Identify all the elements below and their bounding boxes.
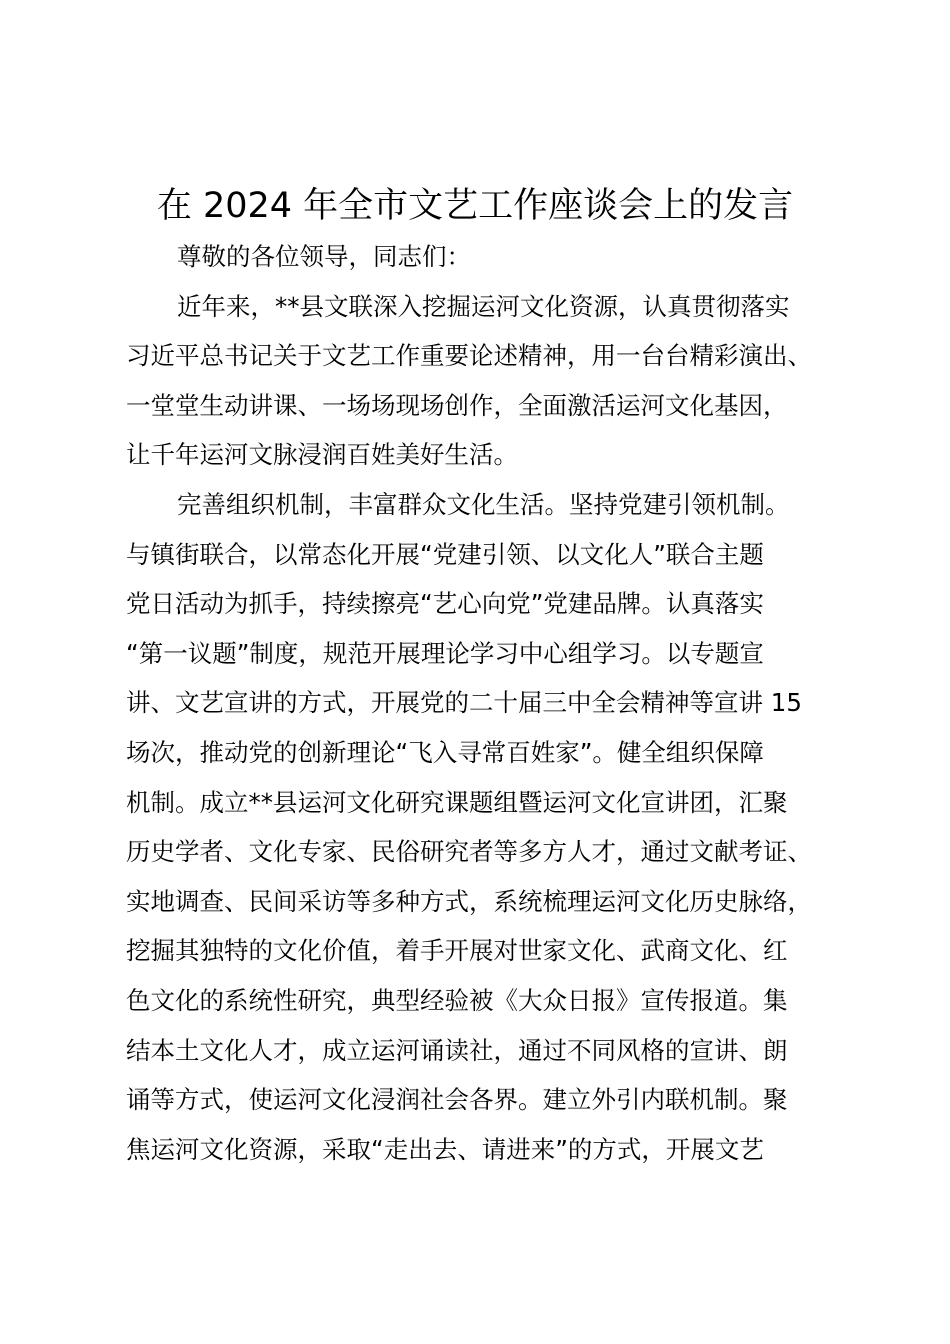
text-line: 机制。成立**县运河文化研究课题组暨运河文化宣讲团，汇聚: [126, 787, 788, 817]
document-title: 在 2024 年全市文艺工作座谈会上的发言: [156, 186, 794, 226]
text-line: 与镇街联合，以常态化开展“党建引领、以文化人”联合主题: [126, 539, 764, 569]
text-line: 党日活动为抓手，持续擦亮“艺心向党”党建品牌。认真落实: [126, 589, 764, 619]
text-line: 近年来，**县文联深入挖掘运河文化资源，认真贯彻落实: [177, 291, 790, 321]
text-line: 实地调查、民间采访等多种方式，系统梳理运河文化历史脉络，: [126, 886, 812, 916]
text-line: 焦运河文化资源，采取“走出去、请进来”的方式，开展文艺: [126, 1134, 764, 1164]
document-body: [126, 232, 838, 1174]
text-line: 一堂堂生动讲课、一场场现场创作，全面激活运河文化基因，: [126, 390, 788, 420]
text-line: “第一议题”制度，规范开展理论学习中心组学习。以专题宣: [126, 638, 764, 668]
text-line: 完善组织机制，丰富群众文化生活。坚持党建引领机制。: [177, 489, 790, 519]
text-line: 习近平总书记关于文艺工作重要论述精神，用一台台精彩演出、: [126, 341, 812, 371]
text-line: 让千年运河文脉浸润百姓美好生活。: [126, 440, 518, 470]
text-line: 尊敬的各位领导，同志们：: [177, 242, 471, 271]
text-line: 诵等方式，使运河文化浸润社会各界。建立外引内联机制。聚: [126, 1085, 788, 1115]
text-line: 场次，推动党的创新理论“飞入寻常百姓家”。健全组织保障: [126, 737, 764, 767]
text-line: 历史学者、文化专家、民俗研究者等多方人才，通过文献考证、: [126, 837, 812, 867]
text-line: 结本土文化人才，成立运河诵读社，通过不同风格的宣讲、朗: [126, 1035, 788, 1065]
text-line: 色文化的系统性研究，典型经验被《大众日报》宣传报道。集: [126, 985, 788, 1015]
text-line: 挖掘其独特的文化价值，着手开展对世家文化、武商文化、红: [126, 936, 788, 966]
text-line: 讲、文艺宣讲的方式，开展党的二十届三中全会精神等宣讲 15: [126, 688, 802, 718]
